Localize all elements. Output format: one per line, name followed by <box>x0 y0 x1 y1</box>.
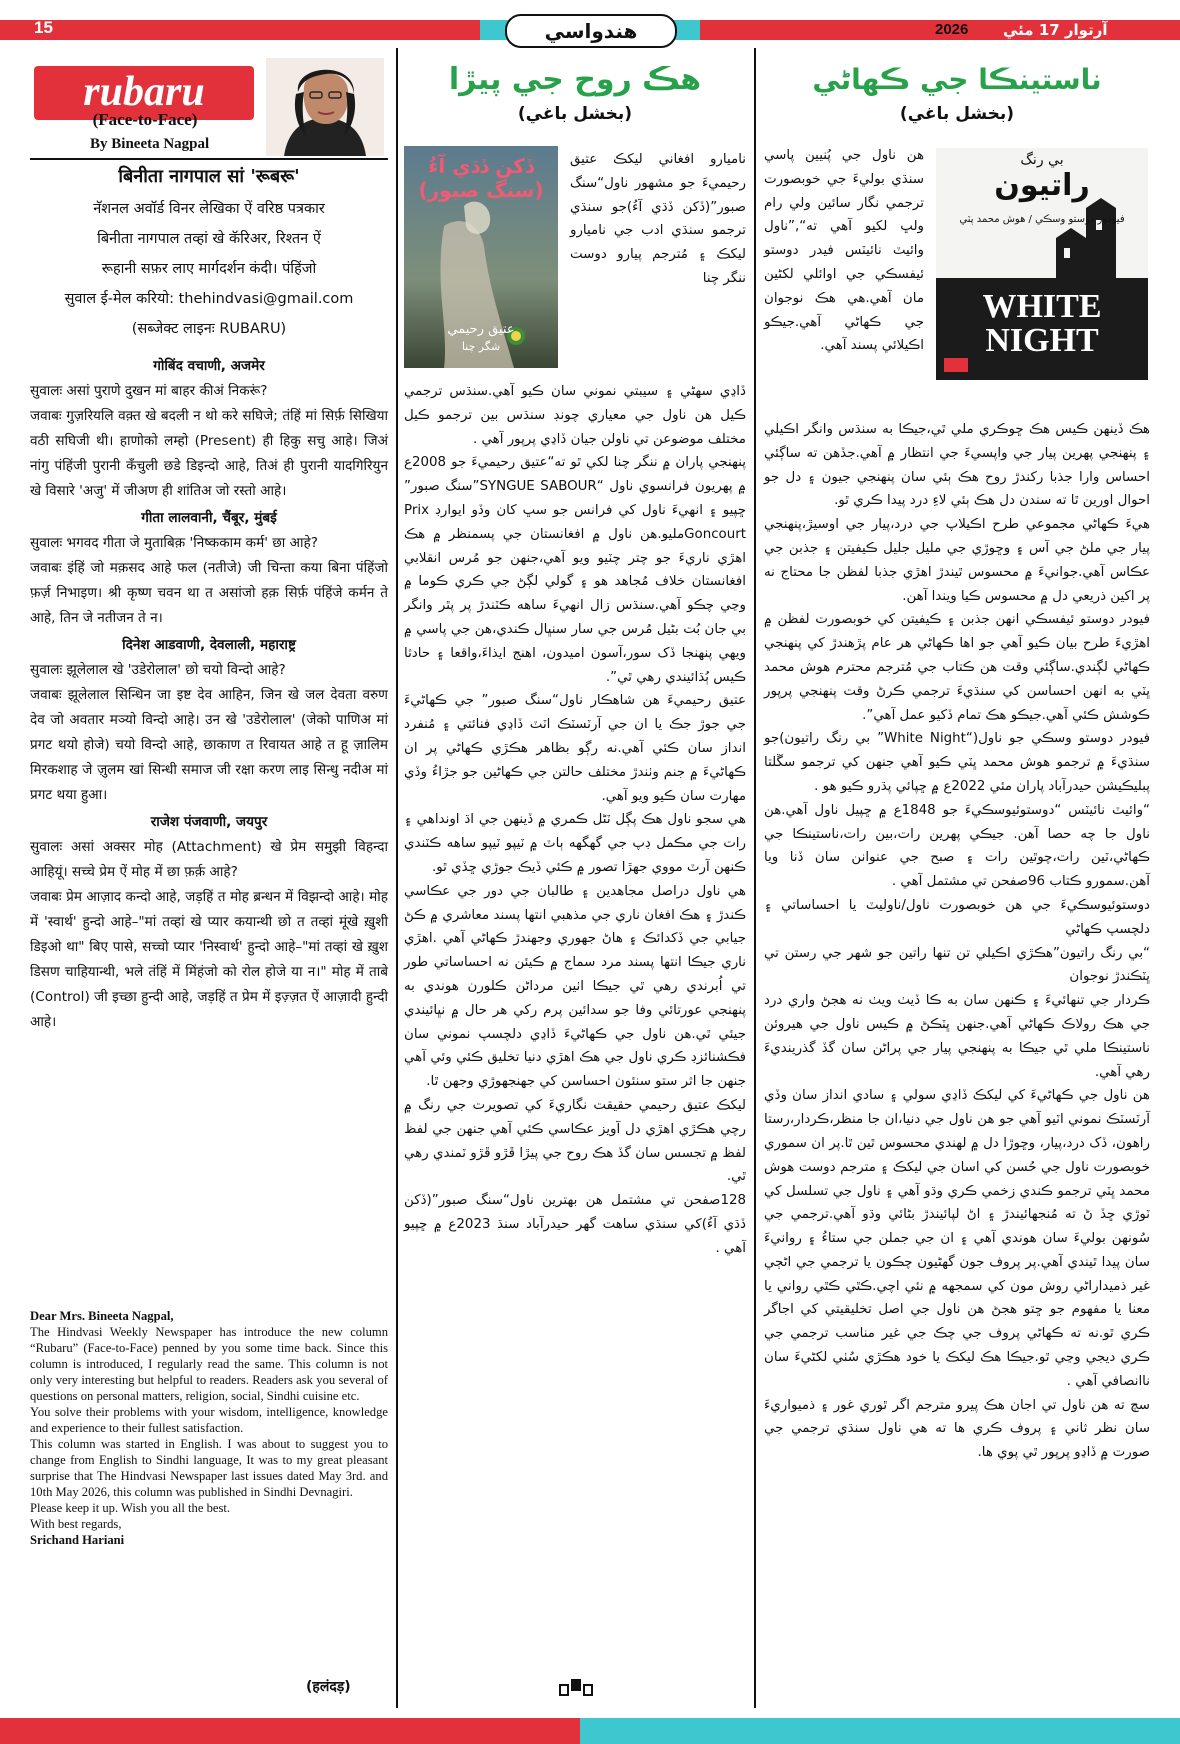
letter-signature: Srichand Hariani <box>30 1533 125 1547</box>
rubaru-intro <box>30 194 388 344</box>
column-divider-left <box>396 48 398 1708</box>
article-paragraph: ڪردار جي تنهائيءَ ۽ ڪنهن سان به ڪا ڏيٺ ويٺ نه هجڻ واري درد جي هڪ رولاڪ ڪهاڻي آهي.جنهن ڀٽڪڻ ۾ ڪيس ناول جي هيروئن ناستينڪا ملي ٿي جيڪا به پنهنجي پيار جي پراڻن سان گڏ گذرينديءَ رهي آهي. <box>764 993 1150 1080</box>
qa-question: सुवालः भगवद गीता जे मुताबिक़ 'निष्ककाम कर्म' छा आहे? <box>30 535 318 551</box>
book-cover-en-line2: NIGHT <box>985 322 1099 359</box>
article-paragraph: ڏاڍي سهڻي ۽ سيبتي نموني سان ڪيو آهي.سنڌس ترجمي ڪيل هن ناول جي معياري چونڊ سنڌس بين ترجمو ڪيل مختلف موضوعن تي ناولن جيان ڏاڍي پرپور آهي . <box>404 384 746 447</box>
qa-asker: गीता लालवानी, चैंबूर, मुंबई <box>141 510 277 526</box>
intro-line: नॅशनल अवॉर्ड विनर लेखिका ऐं वरिष्ठ पत्रकार <box>93 201 325 217</box>
column-divider-right <box>754 48 756 1708</box>
letter-salutation: Dear Mrs. Bineeta Nagpal, <box>30 1309 174 1323</box>
footer-band-teal <box>580 1718 1180 1744</box>
book-cover-title: راتيون <box>994 168 1090 203</box>
article-paragraph: هڪ ڏينهن ڪيس هڪ ڇوڪري ملي ٿي،جيڪا به سنڌس وانگر اڪيلي ۽ پنهنجي پهرين پيار جي واپسيءَ جي انتظار ۾ آهي.جڏهن ته ساڳئي احساس وارا جذبا رکندڙ روح هڪ ٻئي سان پنهنجي جيون ۽ دل جو احوال اورين ٿا ته سندن دل هڪ ٻئي لاءِ درد پيدا ڪري ٿو. <box>764 422 1150 509</box>
book-cover-translator: شگر چنا <box>461 340 501 353</box>
letter-paragraph: The Hindvasi Weekly Newspaper has introduce the new column “Rubaru” (Face-to-Face) penned by you some time back. Since this column is introduced, I regularly read the same. This column is not only very interesting but helpful to readers. Readers ask you several of questions on personal matters, religion, social, Sindhi cuisine etc. <box>30 1325 388 1403</box>
qa-answer: जवाबः झूलेलाल सिन्धिन जा इष्ट देव आहिन, जिन खे जल देवता वरुण देव जो अवतार मञ्यो विन्दो आहे। उन खे 'उडेरोलाल' (जेको पाणिअ मां प्रगट थयो होजे) चयो विन्दो आहे, छाकाण त रिवायत आहे त हू ज़ालिम मिरकशाह जे ज़ुलम खां सिन्धी समाज जी रक्षा करण लाइ सिन्धु नदीअ मां प्रगट थया हुआ। <box>30 687 388 803</box>
qa-asker: गोबिंद वचाणी, अजमेर <box>153 358 265 374</box>
article-paragraph: پنهنجي پاران ۾ ننگر چنا لکي ٿو ته“عتيق رحيميءَ جو 2008ع ۾ پهريون فرانسوي ناول “SYNGUE SABOUR”سنگ صبور” ڇپيو ۽ انهيءَ ناول کي فرانس جو سڀ کان وڏو ايوارڊ Prix Goncourtمليو.هن ناول ۾ افغانستان جي پسمنظر ۾ هڪ اهڙي ناريءَ جو چتر چٽيو ويو آهي،جنهن جو مُرس انقلابي افغانستان خلاف مُجاهد هو ۽ گولي لڳڻ جي ڪري ڪوما ۾ وڃي چڪو آهي.سنڌس زال انهيءَ ساهه ڪٽندڙ پر پٿر وانگر بي جان بُت بڻيل مُرس جي سار سنڀال ڪندي،هن جي پاسي ۾ ويهي پنهنجا ڏک سور،آسون اميدون، اهنج ايذاءَ،واقعا ۽ حادثا ڪيس ٻُڌائيندي رهي ٿي”. <box>404 455 746 685</box>
rubaru-column <box>30 58 388 1708</box>
intro-line-subject: (सब्जेक्ट लाइनः RUBARU) <box>131 321 287 337</box>
page-footer <box>0 1710 1180 1744</box>
article-paragraph: هي ناول دراصل مجاهدين ۽ طالبان جي دور جي عڪاسي ڪندڙ ۽ هڪ افغان ناري جي مذهبي انتها پسند معاشري ۾ ڪڻ جيابي جي ڏکدائڪ ۽ هاڻ جهوري وجهندڙ ڪهاڻي آهي .اهڙي ناري جيڪا انتها پسند مرد سماج ۾ ڪيئن نه احساساتي طور تي اُبرندي رهي ٿي جيڪا اٺين مرداڻن ڪلورن هوندي به پنهنجي عورتائي وفا جو سدائين پرم رکي هر حال ۾ نڀائيندي جيئي ٿي.هن ناول جي ڪهاڻيءَ ڏاڍي دلچسپ نموني سان فڪشنائزڊ ڪري ناول جي هڪ اهڙي دنيا تخليق ڪئي وئي آهي جنهن جا اثر ستو سنئون احساسن کي جهنجهوڙي وجهن ٿا. <box>404 883 746 1090</box>
issue-date-day-month: آرتوار 17 مئي <box>1003 21 1108 39</box>
rubaru-divider <box>30 158 388 160</box>
book-cover-author: عتيق رحيمي <box>447 322 515 337</box>
article-title: ناستينڪا جي ڪهاڻي <box>812 63 1102 96</box>
article-paragraph: 128صفحن تي مشتمل هن بهترين ناول“سنگ صبور”(ڏکن ڏڌي آءُ)کي سنڌي ساهت گهر حيدرآباد سنڌ 2023ع ۾ ڇپيو آهي . <box>404 1193 746 1256</box>
qa-answer: जवाबः प्रेम आज़ाद कन्दो आहे, जड़हिं त मोह ब्रन्धन में विझन्दो आहे। मोह में 'स्वार्थ' हुन्दो आहे–"मां तव्हां खे प्यार कयान्थी छो त तव्हां मूंखे ख़ुशी डिइओ था" बिए पासे, सच्चो प्यार 'निस्वार्थ' हुन्दो आहे–"मां तव्हां खे ख़ुश डिसण चाहियान्थी, भले तंहिं में मिंहंजो को रोल होजे या न।" मोह में ताबे (Control) जी इच्छा हुन्दी आहे, जड़हिं त प्रेम में इज़्ज़त ऐं आज़ादी हुन्दी आहे। <box>30 889 388 1030</box>
letter-paragraph: Please keep it up. Wish you all the best. <box>30 1501 231 1515</box>
footer-band-red <box>0 1718 580 1744</box>
qa-asker: राजेश पंजवाणी, जयपुर <box>150 814 268 830</box>
letter-paragraph: With best regards, <box>30 1517 122 1531</box>
article-paragraph: دوستوئيوسڪيءَ جي هن خوبصورت ناول/ناوليٽ يا احساساتي ۽ دلچسپ ڪهاڻي <box>764 897 1150 937</box>
book-cover-en-line1: WHITE <box>982 288 1102 325</box>
issue-date <box>935 20 1160 40</box>
article-paragraph: سچ ته هن ناول تي اجان هڪ پيرو مترجم اگر ٿوري غور ۽ ذميواريءَ سان نظر ثاني ۽ پروف ڪري ها ته هي ناول سنڌي ترجمي جي صورت ۾ ڏاڍو پرپور ٿي پوي ها. <box>764 1397 1150 1461</box>
columnist-portrait-photo-icon <box>266 58 384 156</box>
article-paragraph: “بي رنگ راتيون”هڪڙي اڪيلي تن تنها راتين جو شهر جي رستن تي ڀٽڪندڙ نوجوان <box>764 945 1150 985</box>
qa-question: सुवालः असां अक्सर मोह (Attachment) खे प्रेम समुझी विहन्दा आहियूं। सच्चे प्रेम ऐं मोह में छा फ़र्क़ आहे? <box>30 839 388 880</box>
page-number: 15 <box>34 18 53 37</box>
byline-name: Bineeta Nagpal <box>111 136 210 152</box>
qa-answer: जवाबः गुज़रियलि वक़्त खे बदली न थो करे सघिजे; तंहिं मां सिर्फ़ सिखिया वठी सघिजी थी। हाणोको लम्हो (Present) ही हिकु सचु आहे। जिअं नांगु पंहिंजी पुरानी कॅंचुली छडे डिइन्दो आहे, तिअं ही पुरानी यादगिरियुन खे विसारे 'अजु' में जीअण ही शांतिअ जो रस्तो आहे। <box>30 408 388 499</box>
article-author: (بخشل باغي) <box>517 104 633 124</box>
rubaru-heading: बिनीता नागपाल सां 'रूबरू' <box>118 166 300 187</box>
article-paragraph: هن ناول جي ڪهاڻيءَ کي ليکڪ ڏاڍي سولي ۽ سادي انداز سان وڏي آرٽسٽڪ نموني اٽيو آهي جو هن ناول جي دنيا،ان جا منظر،ڪردار،رستا راهون، ڏک درد،پيار، وڇوڙا دل ۾ لهندي محسوس ٿين ٿا.پر ان سموري خوبصورت ناول جي حُسن کي اسان جي ليکڪ ۽ مترجم دوست هوش محمد ڀٽي ترجمو ڪندي زخمي ڪري وڌو آهي ۽ ناول جي تسلسل کي ٽوڙي ڇڏ ڻ ته مُنجهائيندڙ ۽ اڻ لپائيندڙ بڻائي وڌو آهي.ترجمي جي سُونهن بوليءَ سان هوندي آهي ۽ ان جي جملن جي ستاءُ ۽ روانيءَ سان پيدا ٿيندي آهي.پر پروف جون گهڻيون چڪون يا ترجمي جي اڻڄي غير ذميداراڻي روش مون کي سمجهه ۾ نئي اچي.ڪٿي ڪٿي رواني يا معنا يا مفهوم جو ڇتو هجڻ هن ناول جي اصل تخليقيتي کي اجاگر ڪري ٿو.نه ته ڪهاڻي پروف جي چڪ جي غير مناسب ترجمي جي ڪري ديجي وڃي ٿو.جيڪا هڪ ليکڪ يا خود هڪڙي سُٺي لکڻيءَ سان ناانصافي آهي . <box>764 1088 1150 1389</box>
book-cover-title-top: بي رنگ <box>1020 152 1064 168</box>
article-paragraph: عتيق رحيميءَ هن شاهڪار ناول“سنگ صبور” جي ڪهاڻيءَ جي جوڙ جڪ يا ان جي آرٽسٽڪ اٽٽ ڏاڍي فنائتي ۽ مُنفرد انداز سان ڪئي آهي.نه رڳو بظاهر هڪڙي ڪهاڻي پر ان ڪهاڻيءَ ۾ جنم وٺندڙ مختلف حالتن جي ڪهاڻين جو جڙاءُ وڏي مهارت سان ڪيو ويو آهي. <box>404 693 746 804</box>
article-paragraph: “وائيٽ نائيٽس “دوستوئيوسڪيءَ جو 1848ع ۾ ڇپيل ناول آهي.هن ناول جا چه حصا آهن. جيڪي پهرين رات،بين رات،ناستينڪا جي ڪهاڻي،ٽين رات،چوٿين رات ۽ صبح جي عنوانن سان ڏنا ويا آهن.سمورو ڪتاب 96صفحن تي مشتمل آهي . <box>764 802 1150 890</box>
article-body <box>764 418 1150 1465</box>
rubaru-byline <box>90 136 270 153</box>
book-cover-byline: فيودور دوستو وسڪي / هوش محمد پٽي <box>959 214 1125 225</box>
rubaru-title: rubaru <box>83 69 205 115</box>
article-intro: ناميارو افغاني ليکڪ عتيق رحيميءَ جو مشهور ناول“سنگ صبور”(ڏکن ڏڌي آءُ)جو سنڌي ترجمو سنڌي ادب جي ناميارو ليکڪ ۽ مُترجم پيارو دوست ننگر چنا <box>570 152 746 286</box>
page-header <box>0 0 1180 48</box>
issue-date-year: 2026 <box>935 21 969 38</box>
article-paragraph: ليکڪ عتيق رحيمي حقيقت نگاريءَ کي تصويرت جي رنگ ۾ رچي هڪڙي اهڙي دل آويز عڪاسي ڪئي آهي جنهن جي لفظ لفظ ۾ تجسس سان گڏ هڪ روح جي پيڙا ڦڙو ڦڙو ٽمندي رهي ٿي. <box>404 1097 746 1185</box>
article-paragraph: فيودر دوستو وسڪي جو ناول(“White Night” بي رنگ راتيون)جو سنڌيءَ ۾ ترجمو هوش محمد ڀٽي ڪيو آهي جنهن کي ترجمو سڱلتا پبليڪيشن حيدرآباد پاران مئي 2022ع ۾ ڇپائي پڌرو ڪيو هو . <box>764 731 1150 794</box>
newspaper-masthead-logo: هندواسي <box>505 14 677 48</box>
reader-letter <box>30 1308 388 1548</box>
qa-question: सुवालः असां पुराणे दुखन मां बाहर कीअं निकरूं? <box>30 383 268 399</box>
article-paragraph: هيءَ ڪهاڻي مجموعي طرح اڪيلاپ جي درد،پيار جي اوسيڙ،پنهنجي پيار جي ملڻ جي آس ۽ وڇوڙي جي مليل جليل ڪيفيتن ۽ جذبن جي عڪاس آهي.جوانيءَ ۾ محسوس ٿيندڙ اهڙي جذبا لفظن جا محتاج نه پر اکين ذريعي دل ۾ محسوس ڪيا ويندا آهن. <box>764 517 1150 604</box>
article-author: (بخشل باغي) <box>899 104 1015 124</box>
book-cover-english-title <box>936 290 1148 358</box>
article-title: هڪ روح جي پيڙا <box>448 62 702 97</box>
intro-line: बिनीता नागपाल तव्हां खे कॅरिअर, रिश्तन ऐं <box>97 231 321 247</box>
letter-paragraph: You solve their problems with your wisdom, intelligence, knowledge and experience to their fullest satisfaction. <box>30 1405 388 1435</box>
article-body <box>404 380 746 1260</box>
book-review-middle <box>404 58 746 1708</box>
intro-line: रूहानी सफ़र लाए मार्गदर्शन कंदी। पंहिंजो <box>101 261 317 277</box>
article-intro: هن ناول جي پُنيين پاسي سنڌي بوليءَ جي خوبصورت ترجمي نگار سائين ولي رام ولڀ لکيو آهي ته“,”ناول وائيٽ نائيٽس فيدر دوستو ئيفسڪي جي اوائلي لکڻين مان آهي.هي هڪ نوجوان جي ڪهاڻي آهي.جيڪو اڪيلائي پسند آهي. <box>764 148 924 354</box>
intro-line-email: सुवाल ई-मेल करियो: thehindvasi@gmail.com <box>64 291 354 307</box>
article-paragraph: فيودر دوستو ئيفسڪي انهن جذبن ۽ ڪيفيتن کي خوبصورت لفظن ۾ اهڙيءَ طرح بيان ڪيو آهي جو اها ڪهاڻي هر عام پڙهندڙ کي پنهنجي ڪهاڻي لڳندي.ساڳئي وقت هن ڪتاب جي مُترجم محترم هوش محمد ڀٽي به انهن احساسن کي سنڌيءَ ترجمي ڪرڻ وقت پنهنجي پرپور ڪوشش ڪئي آهي.جيڪو هڪ تمام ڏکيو عمل آهي”. <box>764 612 1150 723</box>
rubaru-qa-list <box>30 352 388 1035</box>
book-review-right <box>764 58 1150 1708</box>
qa-question: सुवालः झूलेलाल खे 'उडेरोलाल' छो चयो विन्दो आहे? <box>30 662 286 678</box>
article-paragraph: هي سجو ناول هڪ پڳل ٽڻل ڪمري ۾ ڏينهن جي اڌ اونداهي ۽ رات جي مڪمل ڊپ جي گهگهه ٻاٽ ۾ ٽيپو ٽيپو ساهه ڪٽندي ڪنهن آرٽ مووي جهڙا تصور ۾ ڪئي ڏيڪ جوڙي ڇڏي ٿو. <box>404 812 746 875</box>
qa-asker: दिनेश आडवाणी, देवलाली, महाराष्ट्र <box>122 637 296 653</box>
rubaru-subtitle: (Face-to-Face) <box>92 110 198 129</box>
byline-prefix: By <box>90 136 112 152</box>
decorative-end-mark-icon <box>558 1678 594 1698</box>
qa-answer: जवाबः इंहिं जो मक़सद आहे फल (नतीजे) जी चिन्ता कया बिना पंहिंजो फ़र्ज़ निभाइण। श्री कृष्ण चवन था त असांजो हक़ सिर्फ़ पंहिंजे कर्मन ते आहे, तिन जे नतीजन ते न। <box>30 560 388 626</box>
book-cover-title: ڏکن ڏڌي آءُ (سنگ صبور) <box>418 154 544 202</box>
continued-marker: (हलंदड़) <box>306 1679 351 1695</box>
letter-paragraph: This column was started in English. I was about to suggest you to change from English to Sindhi language, It was to my great pleasant surprise that The Hindvasi Newspaper last issues dated May 3rd. and 10th May 2026, this column was published in Sindhi Devnagiri. <box>30 1437 388 1499</box>
